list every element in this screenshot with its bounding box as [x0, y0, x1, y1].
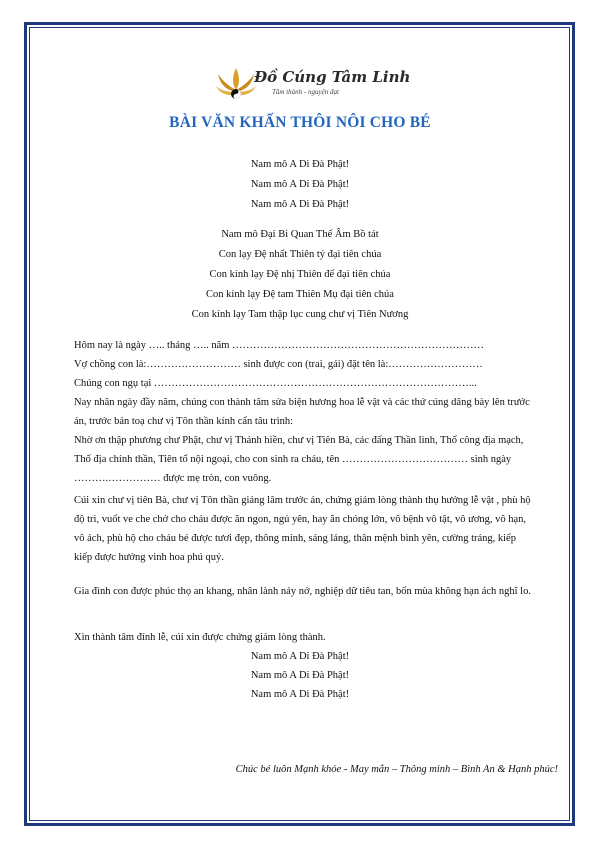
family-paragraph [74, 582, 532, 601]
invocation-line: Nam mô A Di Đà Phật! [250, 670, 350, 681]
page-title: BÀI VĂN KHẤN THÔI NÔI CHO BÉ [169, 114, 431, 131]
gratitude-line: Nhờ ơn thập phương chư Phật, chư vị Thánh hiền, chư vị Tiên Bà, các đấng Thần linh, Thổ công địa mạch, Thổ địa chính thần, Tiên tổ nội ngoại, cho con sinh ra cháu, tên ……………………………… sinh ngày ……….…………… được mẹ tròn, con vuông. [74, 435, 524, 484]
invocation-line: Nam mô A Di Đà Phật! [250, 651, 350, 662]
logo-tagline: Tâm thành - nguyện đạt [272, 88, 339, 96]
invocation-line: Nam mô A Di Đà Phật! [250, 689, 350, 700]
closing-invocations [0, 647, 600, 704]
deity-line: Con kính lạy Đệ tam Thiên Mụ đại tiên chúa [206, 289, 394, 300]
deity-line: Con lạy Đệ nhất Thiên tỷ đại tiên chúa [218, 249, 382, 260]
invocation-line: Nam mô A Di Đà Phật! [250, 159, 350, 170]
brand-logo [214, 64, 411, 104]
deity-line: Con kính lạy Tam thập lục cung chư vị Tiên Nương [191, 309, 409, 320]
date-line: Hôm nay là ngày ….. tháng ….. năm ……………………………………………………………… [74, 340, 485, 351]
deity-line: Nam mô Đại Bi Quan Thế Âm Bồ tát [221, 229, 379, 240]
opening-invocations [0, 155, 600, 215]
final-paragraph [74, 628, 532, 647]
parents-line: Vợ chồng con là:……………………… sinh được con (trai, gái) đặt tên là:……………………… [74, 359, 483, 370]
logo-wordmark: Đồ Cúng Tâm Linh [254, 68, 411, 86]
deity-line: Con kính lạy Đệ nhị Thiên đế đại tiên chúa [209, 269, 391, 280]
blessing-paragraph [74, 491, 532, 567]
final-text: Xin thành tâm đính lễ, cúi xin được chứng giám lòng thành. [74, 632, 326, 643]
family-text: Gia đình con được phúc thọ an khang, nhân lành nảy nở, nghiệp dữ tiêu tan, bốn mùa không hạn ách nghĩ lo. [74, 586, 531, 597]
closing-wish: Chúc bé luôn Mạnh khỏe - May mắn – Thông minh – Bình An & Hạnh phúc! [235, 764, 558, 775]
invocation-line: Nam mô A Di Đà Phật! [250, 199, 350, 210]
prayer-body [74, 336, 532, 488]
invocation-line: Nam mô A Di Đà Phật! [250, 179, 350, 190]
lotus-yin-yang-icon [214, 64, 258, 104]
address-line: Chúng con ngụ tại ………………………………………………………………………………... [74, 378, 477, 389]
deity-list [0, 225, 600, 325]
blessing-text: Cúi xin chư vị tiên Bà, chư vị Tôn thần giáng lâm trước án, chứng giám lòng thành thụ hưởng lễ vật , phù hộ độ trì, vuốt ve che chở cho cháu được ăn ngon, ngủ yên, hay ăn chóng lớn, vô bệnh vô tật, vô ương, vô hạn, vô ách, phù hộ cho cháu bé được tươi đẹp, thông minh, sáng láng, thân mệnh bình yên, cường tráng, kiếp kiếp được hưởng vinh hoa phú quý. [74, 495, 531, 563]
offering-line: Nay nhân ngày đầy năm, chúng con thành tâm sửa biện hương hoa lễ vật và các thứ cúng dâng bày lên trước án, trước bản toạ chư vị Tôn thần kính cẩn tâu trình: [74, 397, 530, 427]
